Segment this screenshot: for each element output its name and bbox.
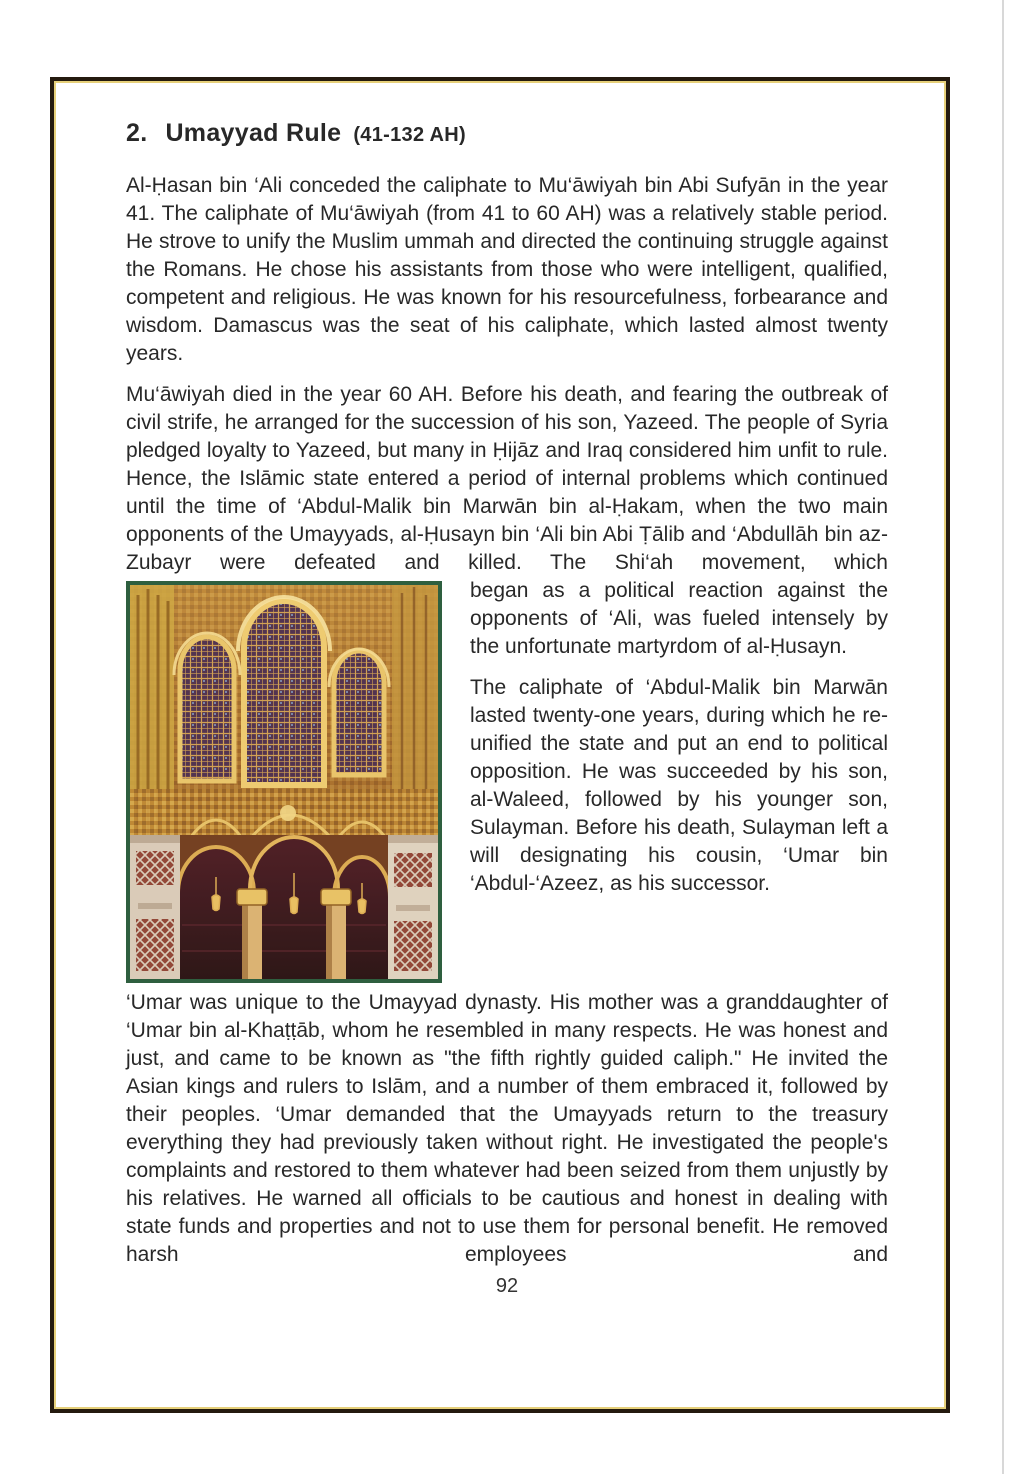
page-border-frame: [50, 77, 950, 1413]
section-number: 2.: [126, 119, 148, 147]
page-border-inner-line: [54, 81, 946, 1409]
section-title: Umayyad Rule: [165, 119, 342, 147]
page-number: 92: [495, 1275, 519, 1297]
section-years: (41-132 AH): [353, 124, 466, 146]
paragraph-succession-before-photo: Mu‘āwiyah died in the year 60 AH. Before his death, and fearing the outbreak of civil strife, he arranged for the succession of his son, Yazeed. The people of Syria pledged loyalty to Yazeed, but many in Ḥijāz and Iraq considered him unfit to rule. Hence, the Islāmic state entered a period of internal problems which continued until the time of ‘Abdul-Malik bin Marwān bin al-Ḥakam, when the two main opponents of the Umayyads, al-Ḥusayn bin ‘Ali bin Abi Ṭālib and ‘Abdullāh bin az-Zubayr were defeated and killed. The Shi‘ah movement, which: [126, 383, 888, 574]
mosque-photo: [126, 581, 442, 983]
paragraph-abdul-malik: The caliphate of ‘Abdul-Malik bin Marwān lasted twenty-one years, during which he re-unified the state and put an end to political opposition. He was succeeded by his son, al-Waleed, followed by his younger son, Sulayman. Before his death, Sulayman left a will designating his cousin, ‘Umar bin ‘Abdul-‘Azeez, as his successor.: [470, 676, 888, 895]
section-heading: [126, 119, 888, 148]
page-content: [56, 83, 944, 1308]
paragraph-muawiyah-caliphate: Al-Ḥasan bin ‘Ali conceded the caliphate to Mu‘āwiyah bin Abi Sufyān in the year 41. The caliphate of Mu‘āwiyah (from 41 to 60 AH) was a relatively stable period. He strove to unify the Muslim ummah and directed the continuing struggle against the Romans. He chose his assistants from those who were intelligent, qualified, competent and religious. He was known for his resourcefulness, forbearance and wisdom. Damascus was the seat of his caliphate, which lasted almost twenty years.: [126, 174, 888, 365]
mosque-photo-art: [130, 585, 438, 979]
scan-edge-artifact: [1002, 0, 1004, 1474]
paragraph-umar: ‘Umar was unique to the Umayyad dynasty. His mother was a granddaughter of ‘Umar bin al-Khaṭṭāb, whom he resembled in many respects. He was honest and just, and came to be known as "the fifth rightly guided caliph." He invited the Asian kings and rulers to Islām, and a number of them embraced it, followed by their peoples. ‘Umar demanded that the Umayyads return to the treasury everything they had previously taken without right. He investigated the people's complaints and restored to them whatever had been seized from them unjustly by his relatives. He warned all officials to be cautious and honest in dealing with state funds and properties and not to use them for personal benefit. He removed harsh employees and: [126, 991, 888, 1266]
paragraph-shiah-movement: began as a political reaction against the opponents of ‘Ali, was fueled intensely by the unfortunate martyrdom of al-Ḥusayn.: [470, 579, 888, 658]
